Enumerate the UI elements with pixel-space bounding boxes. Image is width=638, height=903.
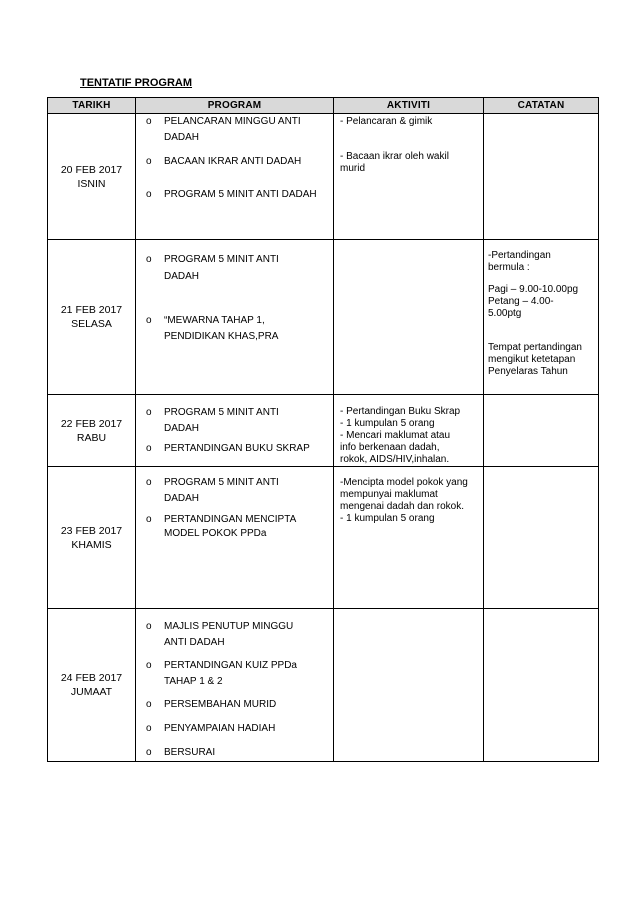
program-text: PERTANDINGAN MENCIPTA MODEL POKOK PPDa	[164, 514, 296, 539]
program-item	[136, 187, 333, 203]
bullet-icon: o	[146, 254, 152, 265]
date-text: 21 FEB 2017	[60, 304, 123, 316]
bullet-icon: o	[146, 443, 152, 454]
note-text: Tempat pertandingan mengikut ketetapan Penyelaras Tahun	[488, 342, 582, 377]
day-text: JUMAAT	[70, 686, 113, 698]
table-row	[48, 240, 599, 395]
date-cell	[48, 609, 136, 762]
date-text: 23 FEB 2017	[60, 524, 123, 537]
header-program: PROGRAM	[136, 98, 334, 114]
activity-text: - Pertandingan Buku Skrap	[340, 406, 461, 417]
bullet-icon: o	[146, 116, 152, 127]
program-cell	[136, 114, 334, 240]
bullet-icon: o	[146, 723, 152, 734]
bullet-icon: o	[146, 621, 152, 632]
date-text: 20 FEB 2017	[60, 163, 123, 176]
activity-cell	[334, 609, 484, 762]
date-cell	[48, 240, 136, 395]
program-cell	[136, 609, 334, 762]
date-cell	[48, 114, 136, 240]
table-row	[48, 609, 599, 762]
program-item	[136, 619, 314, 651]
note-text: -Pertandingan bermula :	[488, 250, 551, 273]
program-item	[136, 745, 333, 761]
program-item	[136, 721, 333, 737]
date-text: 22 FEB 2017	[60, 417, 123, 430]
program-text: PROGRAM 5 MINIT ANTI DADAH	[164, 407, 279, 434]
day-text: RABU	[76, 431, 107, 444]
program-text: BACAAN IKRAR ANTI DADAH	[164, 156, 302, 167]
program-item	[136, 251, 314, 285]
note-text: Pagi – 9.00-10.00pg	[488, 284, 579, 295]
table-header-row	[48, 98, 599, 114]
day-text: ISNIN	[77, 177, 106, 190]
activity-text	[340, 128, 479, 151]
note-text	[488, 320, 594, 342]
program-text: “MEWARNA TAHAP 1, PENDIDIKAN KHAS,PRA	[164, 315, 279, 342]
activity-text: - Pelancaran & gimik	[340, 116, 433, 127]
document-title: TENTATIF PROGRAM	[80, 77, 193, 89]
activity-text: - Mencari maklumat atau info berkenaan dadah, rokok, AIDS/HIV,inhalan.	[340, 430, 451, 465]
program-item	[136, 697, 333, 713]
program-text: PROGRAM 5 MINIT ANTI DADAH	[164, 477, 279, 504]
program-text: PERTANDINGAN KUIZ PPDa TAHAP 1 & 2	[164, 660, 297, 687]
program-text: PENYAMPAIAN HADIAH	[164, 723, 276, 734]
bullet-icon: o	[146, 189, 152, 200]
bullet-icon: o	[146, 699, 152, 710]
header-tarikh: TARIKH	[48, 98, 136, 114]
date-cell	[48, 467, 136, 609]
activity-cell	[334, 240, 484, 395]
bullet-icon: o	[146, 156, 152, 167]
header-aktiviti: AKTIVITI	[334, 98, 484, 114]
day-text: SELASA	[71, 318, 112, 330]
program-cell	[136, 467, 334, 609]
note-cell	[484, 609, 599, 762]
note-text: Petang – 4.00-5.00ptg	[488, 296, 554, 319]
table-row	[48, 395, 599, 467]
note-cell	[484, 240, 599, 395]
table-row	[48, 114, 599, 240]
bullet-icon: o	[146, 477, 152, 488]
activity-cell	[334, 114, 484, 240]
program-text: MAJLIS PENUTUP MINGGU ANTI DADAH	[164, 621, 294, 648]
activity-text: - 1 kumpulan 5 orang	[340, 418, 435, 429]
program-text: PROGRAM 5 MINIT ANTI DADAH	[164, 189, 317, 200]
note-text	[488, 274, 594, 284]
bullet-icon: o	[146, 514, 152, 525]
program-item	[136, 513, 324, 541]
program-text: PERSEMBAHAN MURID	[164, 699, 277, 710]
program-item	[136, 405, 314, 437]
activity-cell	[334, 395, 484, 467]
activity-text: -Mencipta model pokok yang mempunyai maklumat mengenai dadah dan rokok.	[340, 477, 468, 512]
header-catatan: CATATAN	[484, 98, 599, 114]
program-item	[136, 114, 314, 146]
program-text: BERSURAI	[164, 747, 216, 758]
date-cell	[48, 395, 136, 467]
program-item	[136, 313, 324, 345]
day-text: KHAMIS	[71, 538, 112, 551]
note-cell	[484, 467, 599, 609]
bullet-icon: o	[146, 747, 152, 758]
activity-cell	[334, 467, 484, 609]
program-text: PELANCARAN MINGGU ANTI DADAH	[164, 116, 301, 143]
program-item	[136, 154, 333, 170]
date-text: 24 FEB 2017	[60, 672, 123, 684]
program-cell	[136, 240, 334, 395]
program-table	[47, 97, 599, 762]
activity-text: - 1 kumpulan 5 orang	[340, 513, 435, 524]
program-item	[136, 441, 333, 457]
bullet-icon: o	[146, 407, 152, 418]
note-cell	[484, 114, 599, 240]
program-cell	[136, 395, 334, 467]
program-text: PROGRAM 5 MINIT ANTI DADAH	[164, 254, 279, 282]
table-row	[48, 467, 599, 609]
program-item	[136, 475, 314, 507]
program-text: PERTANDINGAN BUKU SKRAP	[164, 443, 310, 454]
bullet-icon: o	[146, 315, 152, 326]
note-cell	[484, 395, 599, 467]
bullet-icon: o	[146, 660, 152, 671]
activity-text: - Bacaan ikrar oleh wakil murid	[340, 151, 449, 174]
program-item	[136, 658, 314, 690]
